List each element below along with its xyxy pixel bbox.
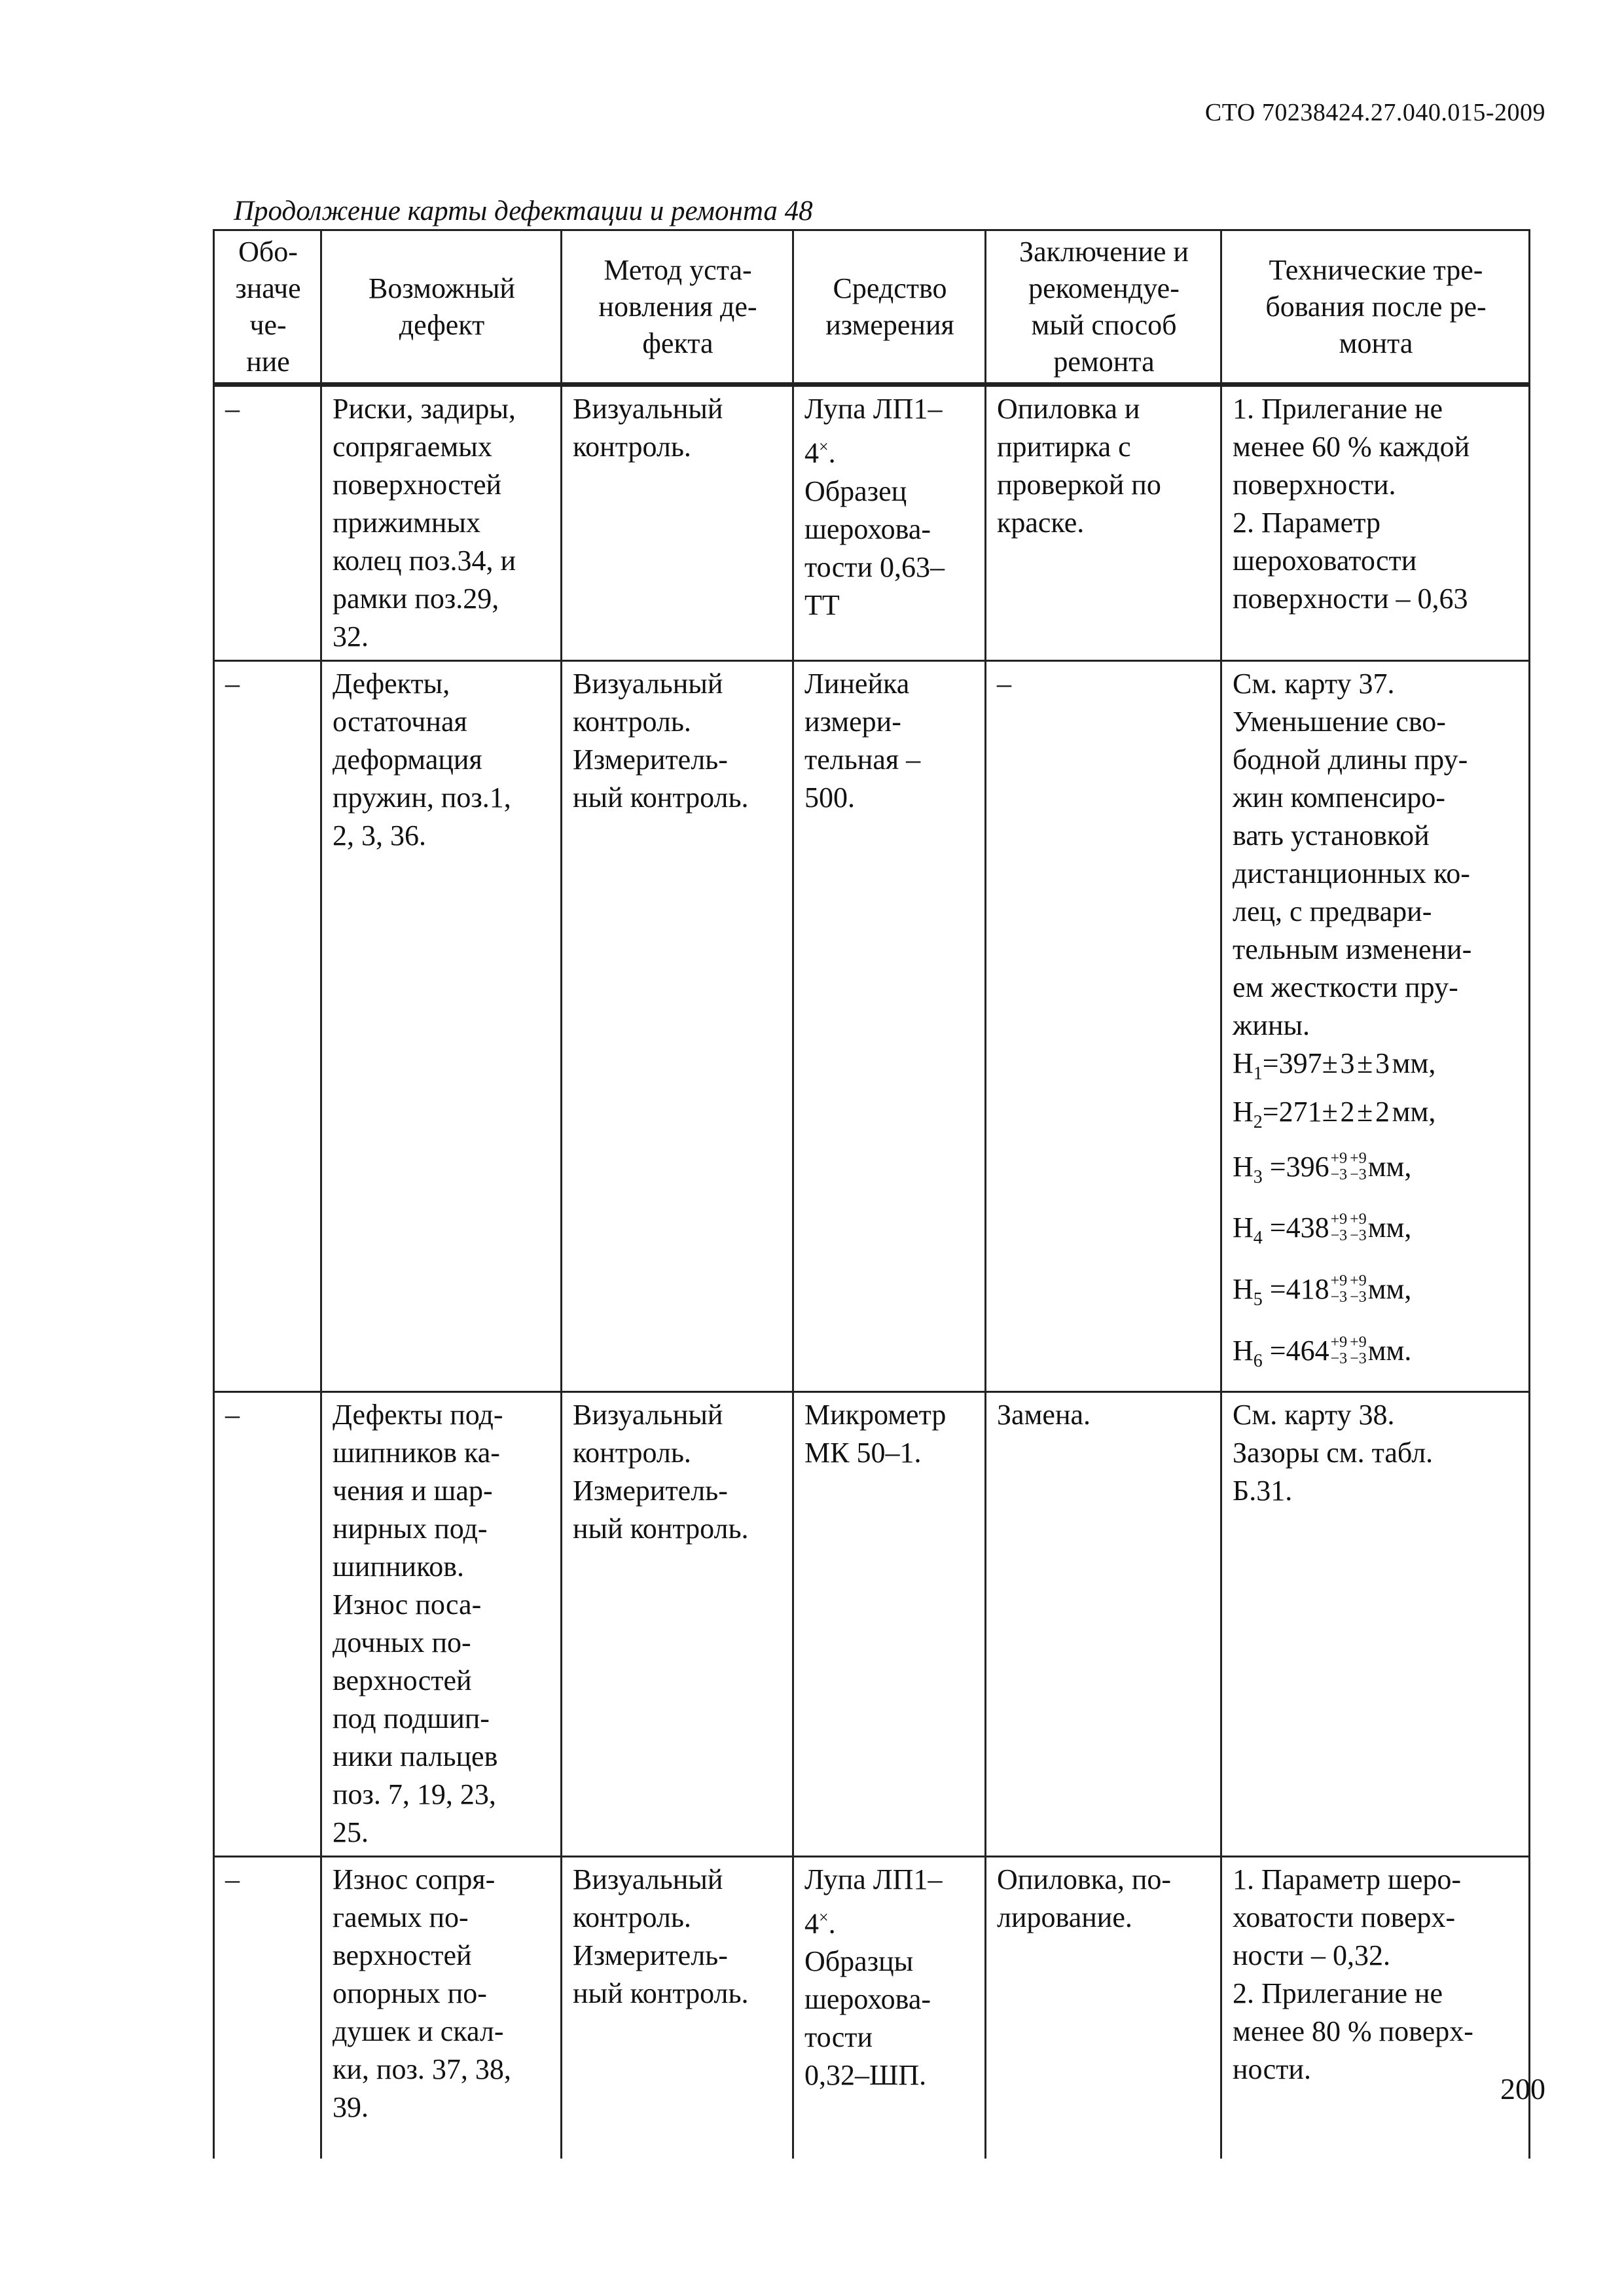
defect-repair-table [213, 229, 1530, 2159]
header-designation: Обо- значе че- ние [214, 230, 321, 385]
requirements-cell: См. карту 37. Уменьшение сво- бодной длины пру- жин компенсиро- вать установкой дистанционных ко- лец, с предвари- тельным изменени- ем жесткости пру- жины. $H_1=397\pm$ 3 ± 3 мм, $H_2=271\pm$ 2 ± 2 мм, $H_3 =396$ +9 −3 +9 −3 мм, $H_4 =438$ +9 −3 +9 −3 мм, $H_5 =418$ +9 −3 +9 −3 мм, $H_6 =464$ +9 −3 +9 −3 мм. [1221, 661, 1530, 1392]
requirements-cell: 1. Параметр шеро- ховатости поверх- ности – 0,32. 2. Прилегание не менее 80 % поверх- ности. [1221, 1856, 1530, 2159]
header-technical-requirements: Технические тре- бования после ре- монта [1221, 230, 1530, 385]
conclusion-cell: – [986, 661, 1221, 1392]
designation-cell: – [214, 661, 321, 1392]
defect-cell: Дефекты под- шипников ка- чения и шар- нирных под- шипников. Износ поса- дочных по- верхностей под подшип- ники пальцев поз. 7, 19, 23, 25. [321, 1391, 562, 1856]
document-code: СТО 70238424.27.040.015-2009 [1204, 99, 1545, 126]
tool-cell: Лупа ЛП1– 4×. Образцы шерохова- тости 0,32–ШП. [793, 1856, 986, 2159]
table-row [214, 661, 1530, 1392]
table-row [214, 1856, 1530, 2159]
method-cell: Визуальный контроль. Измеритель- ный контроль. [562, 1856, 793, 2159]
defect-cell: Риски, задиры, сопрягаемых поверхностей прижимных колец поз.34, и рамки поз.29, 32. [321, 385, 562, 661]
conclusion-cell: Замена. [986, 1391, 1221, 1856]
designation-cell: – [214, 385, 321, 661]
conclusion-cell: Опиловка, по- лирование. [986, 1856, 1221, 2159]
designation-cell: – [214, 1391, 321, 1856]
spring-length-formula: $H_4 =438$ +9 −3 +9 −3 мм, [1233, 1211, 1412, 1249]
table-header-row [214, 230, 1530, 385]
header-detection-method: Метод уста- новления де- фекта [562, 230, 793, 385]
spring-length-formula: $H_6 =464$ +9 −3 +9 −3 мм. [1233, 1333, 1412, 1371]
method-cell: Визуальный контроль. Измеритель- ный контроль. [562, 661, 793, 1392]
method-cell: Визуальный контроль. Измеритель- ный контроль. [562, 1391, 793, 1856]
tool-cell: Линейка измери- тельная – 500. [793, 661, 986, 1392]
table-caption: Продолжение карты дефектации и ремонта 48 [234, 196, 813, 226]
tool-cell: Микрометр МК 50–1. [793, 1391, 986, 1856]
header-measuring-tool: Средство измерения [793, 230, 986, 385]
table-row [214, 1391, 1530, 1856]
method-cell: Визуальный контроль. [562, 385, 793, 661]
requirements-cell: См. карту 38. Зазоры см. табл. Б.31. [1221, 1391, 1530, 1856]
conclusion-cell: Опиловка и притирка с проверкой по краске. [986, 385, 1221, 661]
header-possible-defect: Возможный дефект [321, 230, 562, 385]
defect-cell: Дефекты, остаточная деформация пружин, поз.1, 2, 3, 36. [321, 661, 562, 1392]
table-row [214, 385, 1530, 661]
defect-cell: Износ сопря- гаемых по- верхностей опорных по- душек и скал- ки, поз. 37, 38, 39. [321, 1856, 562, 2159]
requirements-cell: 1. Прилегание не менее 60 % каждой поверхности. 2. Параметр шероховатости поверхности – 0,63 [1221, 385, 1530, 661]
spring-length-formula: $H_5 =418$ +9 −3 +9 −3 мм, [1233, 1272, 1412, 1310]
page-number: 200 [1500, 2072, 1545, 2106]
spring-length-formula: $H_1=397\pm$ 3 ± 3 мм, [1233, 1047, 1436, 1084]
header-conclusion: Заключение и рекомендуе- мый способ ремонта [986, 230, 1221, 385]
designation-cell: – [214, 1856, 321, 2159]
tool-cell: Лупа ЛП1– 4×. Образец шерохова- тости 0,63– ТТ [793, 385, 986, 661]
spring-length-formula: $H_2=271\pm$ 2 ± 2 мм, [1233, 1095, 1436, 1132]
spring-length-formula: $H_3 =396$ +9 −3 +9 −3 мм, [1233, 1149, 1412, 1187]
